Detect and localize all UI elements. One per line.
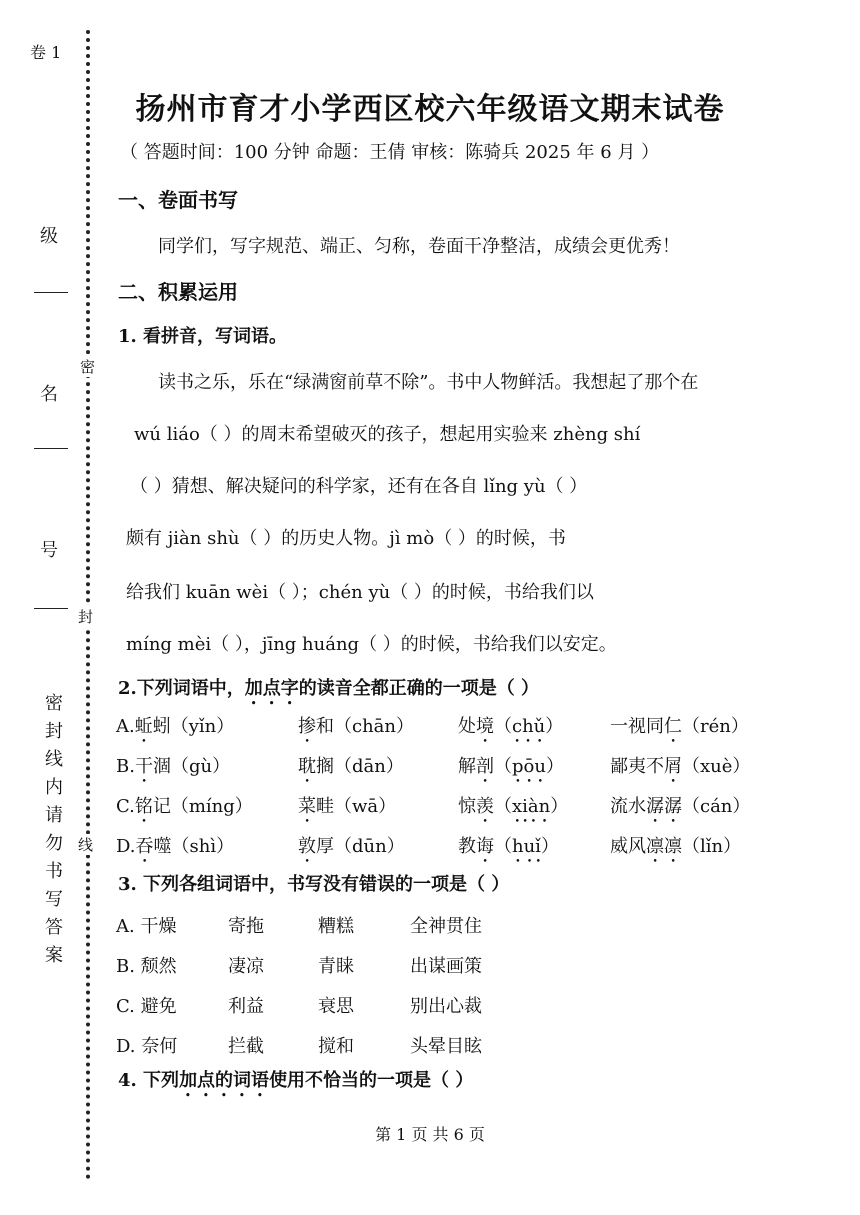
q2-option-text: 干 <box>134 756 153 777</box>
q2-option-text: 搁（dān） <box>316 756 404 777</box>
q2-option-text: 菜 <box>298 796 316 817</box>
binding-ming-label: 名 <box>40 384 58 405</box>
q2-option-cell <box>458 712 563 747</box>
q2-option-cell <box>116 712 234 747</box>
q1-title: 1. 看拼音，写词语。 <box>118 326 288 347</box>
q3-option-word: 衰思 <box>318 996 354 1017</box>
q4-title-post: 使用不恰当的一项是（ ） <box>269 1070 474 1091</box>
binding-hao-label: 号 <box>40 540 58 561</box>
q2-option-text: 诲（huǐ） <box>476 836 559 857</box>
q2-option-text: 潺潺 <box>646 796 682 817</box>
q2-option-text: 羡（xiàn） <box>476 796 569 817</box>
q2-option-text: 威风 <box>610 836 646 857</box>
q2-option-cell <box>298 712 414 747</box>
q1-line: 读书之乐，乐在“绿满窗前草不除”。书中人物鲜活。我想起了那个在 <box>158 372 699 393</box>
q3-option-word: 拦截 <box>228 1036 264 1057</box>
binding-ji-label: 级 <box>40 226 58 247</box>
q3-title: 3. 下列各组词语中，书写没有错误的一项是（ ） <box>118 874 510 895</box>
q2-option-cell <box>458 752 564 787</box>
q2-option-text: 铭 <box>134 796 153 817</box>
binding-feng-mark: 封 <box>78 608 94 626</box>
q3-option-word: B. 颓然 <box>116 956 177 977</box>
q2-option-text: 解 <box>458 756 476 777</box>
q2-title-pre: 2.下列词语中， <box>118 678 245 699</box>
q2-option-text: C. <box>116 796 135 817</box>
q2-option-text: 仁 <box>664 716 682 737</box>
q2-option-text: 惊 <box>458 796 476 817</box>
q2-option-text: （lǐn） <box>682 836 742 857</box>
q3-option-word: 搅和 <box>318 1036 354 1057</box>
q2-option-text: 教 <box>458 836 476 857</box>
binding-blank-class <box>34 292 68 293</box>
q2-option-text: B. <box>116 756 135 777</box>
q2-option-cell <box>610 832 741 867</box>
q2-option-text: 境（chǔ） <box>476 716 564 737</box>
q3-option-word: A. 干燥 <box>116 916 177 937</box>
q2-option-text: （yǐn） <box>170 716 235 737</box>
q2-option-text: 记 <box>152 796 171 817</box>
q2-option-text: 掺 <box>298 716 316 737</box>
q2-option-text: 蚯 <box>134 716 153 737</box>
q2-option-cell <box>116 832 234 867</box>
q3-option-word: 别出心裁 <box>410 996 482 1017</box>
q2-option-text: 噬 <box>153 836 172 857</box>
q2-title <box>118 674 539 709</box>
q2-option-text: 敦 <box>298 836 316 857</box>
q3-option-word: 糟糕 <box>318 916 354 937</box>
binding-xian-mark: 线 <box>78 836 94 854</box>
q2-option-cell <box>610 752 750 787</box>
section2-heading: 二、积累运用 <box>118 280 238 304</box>
q2-option-text: 凛凛 <box>646 836 682 857</box>
q3-option-word: 全神贯住 <box>410 916 482 937</box>
q2-option-text: 屑 <box>664 756 682 777</box>
section1-heading: 一、卷面书写 <box>118 188 238 212</box>
q2-option-text: （gù） <box>170 756 231 777</box>
q4-title <box>118 1066 473 1101</box>
q2-option-text: （xuè） <box>682 756 751 777</box>
q1-line: wú liáo（ ）的周末希望破灭的孩子，想起用实验来 zhèng shí <box>134 424 641 445</box>
q2-option-cell <box>298 832 405 867</box>
binding-mi-mark: 密 <box>80 358 96 376</box>
q3-option-word: 凄凉 <box>228 956 264 977</box>
q2-option-text: A. <box>116 716 135 737</box>
q2-option-text: （shì） <box>171 836 235 857</box>
section1-text: 同学们，写字规范、端正、匀称，卷面干净整洁，成绩会更优秀！ <box>158 236 680 257</box>
q3-option-word: C. 避免 <box>116 996 177 1017</box>
q4-title-pre: 4. 下列 <box>118 1070 180 1091</box>
binding-warning-text: 密封线内请勿书写答案 <box>45 693 63 966</box>
exam-meta: （ 答题时间：100 分钟 命题：王倩 审核：陈骑兵 2025 年 6 月 ） <box>120 142 660 163</box>
q2-option-text: 流水 <box>610 796 646 817</box>
q2-option-text: （míng） <box>170 796 253 817</box>
q2-option-cell <box>298 752 404 787</box>
q3-option-word: 寄拖 <box>228 916 264 937</box>
q2-title-post: 的读音全都正确的一项是（ ） <box>298 678 540 699</box>
q1-line: 给我们 kuān wèi（ ）；chén yù（ ）的时候，书给我们以 <box>126 582 594 603</box>
q1-line: míng mèi（ ），jīng huáng（ ）的时候，书给我们以安定。 <box>126 634 617 655</box>
q2-option-text: 剖（pōu） <box>476 756 564 777</box>
q2-option-text: 耽 <box>298 756 316 777</box>
q3-option-word: D. 奈何 <box>116 1036 178 1057</box>
binding-juan-label: 卷 1 <box>30 43 62 62</box>
binding-blank-name <box>34 448 68 449</box>
binding-blank-number <box>34 608 68 609</box>
q2-option-text: 涸 <box>152 756 171 777</box>
q2-option-cell <box>610 712 749 747</box>
q2-option-text: （rén） <box>682 716 749 737</box>
q2-option-text: 吞 <box>135 836 154 857</box>
q2-option-cell <box>298 792 396 827</box>
q2-option-text: 鄙夷不 <box>610 756 664 777</box>
q3-option-word: 出谋画策 <box>410 956 482 977</box>
q3-option-word: 利益 <box>228 996 264 1017</box>
q1-line: （ ）猜想、解决疑问的科学家，还有在各自 lǐng yù（ ） <box>130 476 588 497</box>
q2-option-cell <box>458 832 559 867</box>
q4-title-em: 加点的词语 <box>179 1070 270 1091</box>
q2-option-cell <box>458 792 568 827</box>
q2-option-cell <box>610 792 750 827</box>
q2-option-text: 畦（wā） <box>316 796 397 817</box>
q2-title-em: 加点字 <box>244 678 299 699</box>
binding-dotted-line <box>86 30 90 1180</box>
q2-option-cell <box>116 752 230 787</box>
q2-option-cell <box>116 792 253 827</box>
q2-option-text: 厚（dūn） <box>316 836 405 857</box>
page-title: 扬州市育才小学西区校六年级语文期末试卷 <box>135 92 725 127</box>
q2-option-text: 蚓 <box>152 716 171 737</box>
q2-option-text: 一视同 <box>610 716 664 737</box>
q2-option-text: （cán） <box>682 796 751 817</box>
page-footer: 第 1 页 共 6 页 <box>375 1125 485 1144</box>
q2-option-text: 和（chān） <box>316 716 414 737</box>
q3-option-word: 头晕目眩 <box>410 1036 482 1057</box>
q1-line: 颇有 jiàn shù（ ）的历史人物。jì mò（ ）的时候，书 <box>126 528 566 549</box>
q2-option-text: 处 <box>458 716 476 737</box>
q3-option-word: 青睐 <box>318 956 354 977</box>
q2-option-text: D. <box>116 836 136 857</box>
